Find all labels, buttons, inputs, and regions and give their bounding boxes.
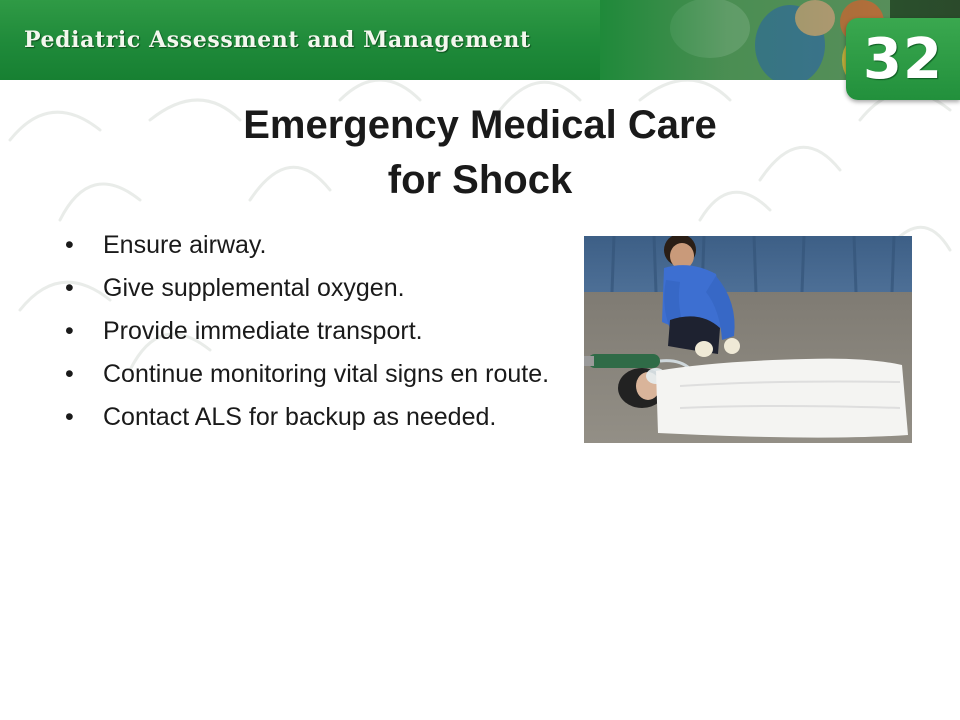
chapter-number: 32 bbox=[863, 26, 943, 92]
bullet-marker: • bbox=[65, 274, 74, 302]
bullet-list bbox=[62, 230, 554, 445]
bullet-text: Contact ALS for backup as needed. bbox=[103, 403, 497, 431]
bullet-text: Ensure airway. bbox=[103, 231, 267, 259]
slide-title bbox=[0, 98, 960, 208]
bullet-text: Continue monitoring vital signs en route. bbox=[103, 360, 550, 388]
chapter-tab bbox=[846, 18, 960, 100]
bullet-item bbox=[62, 230, 554, 261]
bullet-marker: • bbox=[65, 231, 74, 259]
bullet-marker: • bbox=[65, 403, 74, 431]
photo-illustration bbox=[584, 236, 912, 443]
slide-title-line2: for Shock bbox=[387, 158, 573, 202]
bullet-item bbox=[62, 359, 554, 390]
bullet-item bbox=[62, 402, 554, 433]
emt-oxygen-photo bbox=[584, 236, 912, 443]
bullet-marker: • bbox=[65, 317, 74, 345]
slide-title-line1: Emergency Medical Care bbox=[243, 103, 717, 147]
header-banner bbox=[0, 0, 960, 80]
bullet-text: Give supplemental oxygen. bbox=[103, 274, 405, 302]
bullet-item bbox=[62, 273, 554, 304]
bullet-text: Provide immediate transport. bbox=[103, 317, 423, 345]
bullet-marker: • bbox=[65, 360, 74, 388]
header-title: Pediatric Assessment and Management bbox=[24, 27, 531, 53]
bullet-item bbox=[62, 316, 554, 347]
